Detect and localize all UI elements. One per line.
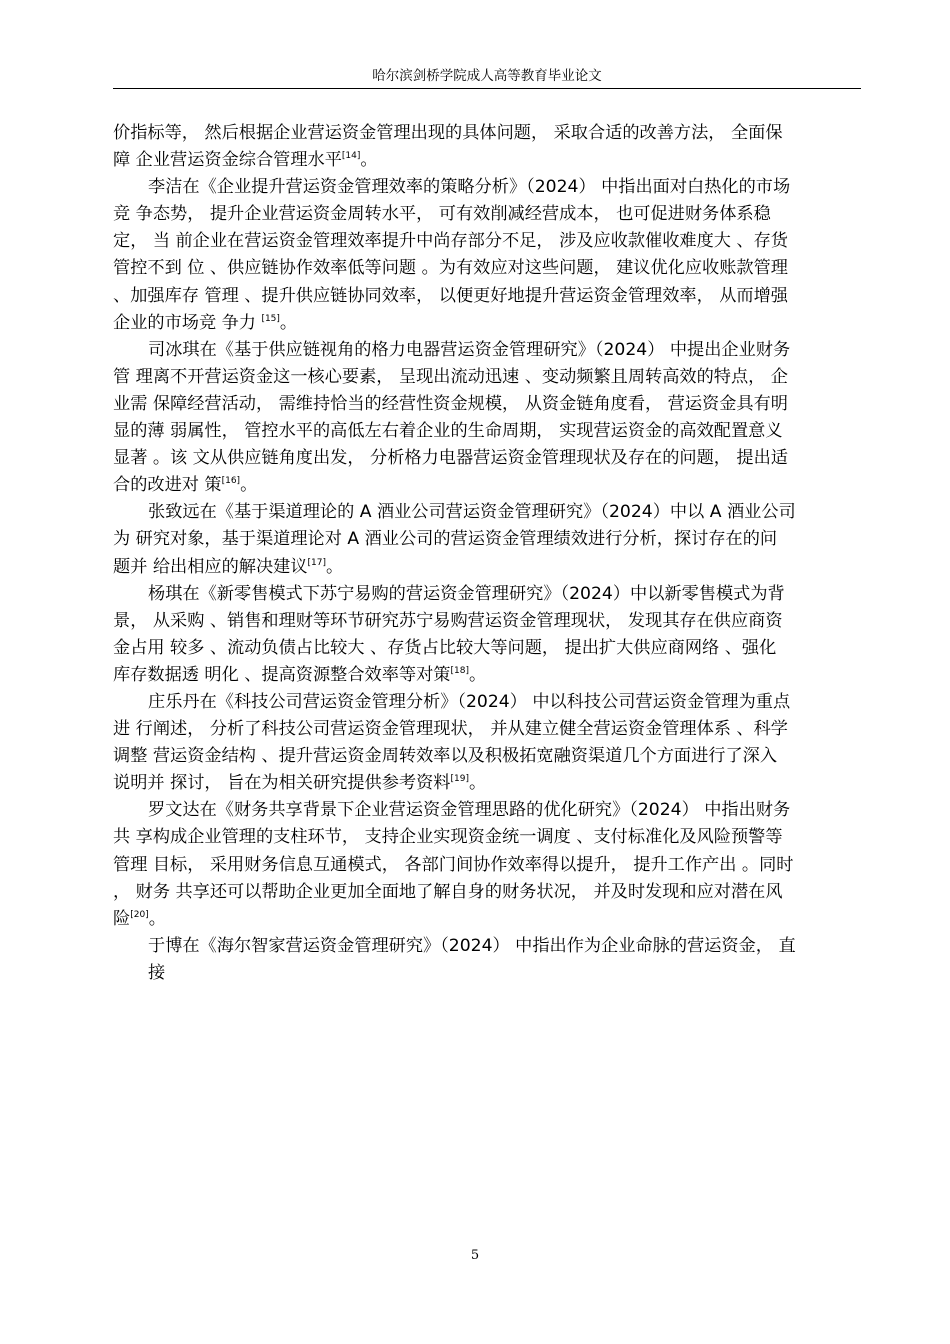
paragraph bbox=[113, 120, 863, 174]
page-number: 5 bbox=[470, 1248, 480, 1263]
text-line: 庄乐丹在《科技公司营运资金管理分析》（2024） 中以科技公司营运资金管理为重点 bbox=[148, 691, 791, 712]
text-line: 、加强库存 管理 、提升供应链协同效率， 以便更好地提升营运资金管理效率， 从而增强 bbox=[113, 285, 788, 306]
sentence-end: 。 bbox=[468, 664, 487, 685]
text-line: 共 享构成企业管理的支柱环节， 支持企业实现资金统一调度 、支付标准化及风险预警等 bbox=[113, 827, 783, 848]
citation-ref: [14] bbox=[341, 151, 361, 162]
text-line: 罗文达在《财务共享背景下企业营运资金管理思路的优化研究》（2024） 中指出财务 bbox=[148, 800, 791, 821]
citation-ref: [19] bbox=[450, 774, 469, 785]
sentence-end: 。 bbox=[240, 475, 258, 496]
citation-ref: [17] bbox=[307, 557, 327, 568]
sentence-end: 。 bbox=[468, 773, 487, 794]
page-header-title: 哈尔滨剑桥学院成人高等教育毕业论文 bbox=[372, 68, 602, 84]
text-line: 李洁在《企业提升营运资金管理效率的策略分析》（2024） 中指出面对白热化的市场 bbox=[148, 177, 791, 198]
text-line: 接 bbox=[148, 962, 166, 983]
text-line: 业需 保障经营活动， 需维持恰当的经营性资金规模， 从资金链角度看， 营运资金具有明 bbox=[113, 393, 788, 414]
text-line: 为 研究对象，基于渠道理论对 A 酒业公司的营运资金管理绩效进行分析，探讨存在的问 bbox=[113, 529, 778, 550]
text-line: 司冰琪在《基于供应链视角的格力电器营运资金管理研究》（2024） 中提出企业财务 bbox=[148, 339, 791, 360]
sentence-end: 。 bbox=[326, 556, 344, 577]
text-line: 价指标等， 然后根据企业营运资金管理出现的具体问题， 采取合适的改善方法， 全面保 bbox=[113, 123, 783, 143]
text-line: 张致远在《基于渠道理论的 A 酒业公司营运资金管理研究》（2024）中以 A 酒业公司 bbox=[148, 502, 796, 523]
citation-ref: [15] bbox=[261, 313, 280, 324]
text-line: 竞 争态势， 提升企业营运资金周转水平， 可有效削减经营成本， 也可促进财务体系稳 bbox=[113, 204, 771, 225]
text-line: 景， 从采购 、销售和理财等环节研究苏宁易购营运资金管理现状， 发现其存在供应商资 bbox=[113, 610, 783, 631]
header-rule bbox=[113, 88, 861, 89]
text-line: 库存数据透 明化 、提高资源整合效率等对策 bbox=[113, 664, 451, 685]
text-line: 金占用 较多 、流动负债占比较大 、存货占比较大等问题， 提出扩大供应商网络 、强化 bbox=[113, 637, 777, 658]
text-line: 合的改进对 策 bbox=[113, 475, 222, 496]
citation-ref: [20] bbox=[130, 909, 149, 920]
sentence-end: 。 bbox=[360, 150, 378, 171]
text-line: 显著 。该 文从供应链角度出发， 分析格力电器营运资金管理现状及存在的问题， 提出适 bbox=[113, 448, 788, 469]
text-line: 险 bbox=[113, 908, 131, 929]
text-line: 企业的市场竞 争力 bbox=[113, 312, 262, 333]
paragraph bbox=[113, 689, 863, 797]
text-line: 说明并 探讨， 旨在为相关研究提供参考资料 bbox=[113, 773, 451, 794]
text-line: 障 企业营运资金综合管理水平 bbox=[113, 150, 342, 171]
body-text bbox=[113, 120, 863, 987]
paragraph bbox=[113, 174, 863, 337]
text-line: 定， 当 前企业在营运资金管理效率提升中尚存部分不足， 涉及应收款催收难度大 、存货 bbox=[113, 231, 788, 252]
sentence-end: 。 bbox=[279, 312, 298, 333]
text-line: 于博在《海尔智家营运资金管理研究》（2024） 中指出作为企业命脉的营运资金， 直 bbox=[148, 935, 796, 956]
paragraph bbox=[113, 499, 863, 580]
sentence-end: 。 bbox=[148, 908, 166, 929]
text-line: 题并 给出相应的解决建议 bbox=[113, 556, 308, 577]
paragraph bbox=[113, 797, 863, 932]
paragraph bbox=[113, 581, 863, 689]
text-line: 管 理离不开营运资金这一核心要素， 呈现出流动迅速 、变动频繁且周转高效的特点， 企 bbox=[113, 366, 788, 387]
text-line: ， 财务 共享还可以帮助企业更加全面地了解自身的财务状况， 并及时发现和应对潜在风 bbox=[113, 881, 783, 902]
text-line: 进 行阐述， 分析了科技公司营运资金管理现状， 并从建立健全营运资金管理体系 、科学 bbox=[113, 719, 788, 740]
paragraph bbox=[113, 933, 863, 987]
citation-ref: [16] bbox=[221, 476, 241, 487]
text-line: 管控不到 位 、供应链协作效率低等问题 。为有效应对这些问题， 建议优化应收账款管理 bbox=[113, 258, 788, 279]
paragraph bbox=[113, 337, 863, 500]
citation-ref: [18] bbox=[450, 665, 469, 676]
text-line: 管理 目标， 采用财务信息互通模式， 各部门间协作效率得以提升， 提升工作产出 。同时 bbox=[113, 854, 794, 875]
text-line: 调整 营运资金结构 、提升营运资金周转效率以及积极拓宽融资渠道几个方面进行了深入 bbox=[113, 746, 778, 767]
text-line: 杨琪在《新零售模式下苏宁易购的营运资金管理研究》（2024）中以新零售模式为背 bbox=[148, 583, 785, 604]
text-line: 显的薄 弱属性， 管控水平的高低左右着企业的生命周期， 实现营运资金的高效配置意义 bbox=[113, 421, 783, 442]
